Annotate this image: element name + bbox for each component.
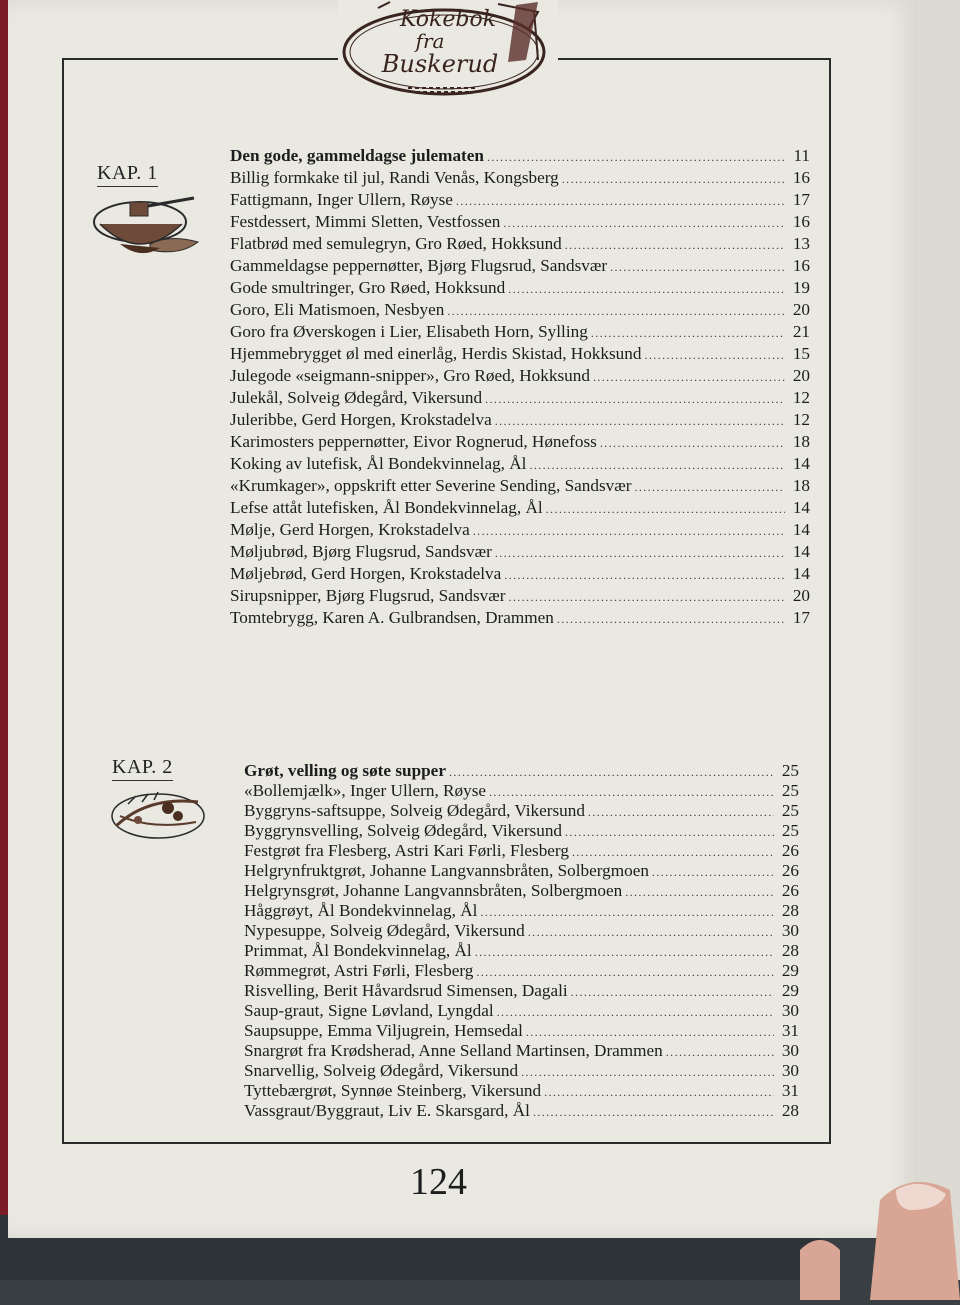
toc-entry-title: Sirupsnipper, Bjørg Flugsrud, Sandsvær — [230, 586, 506, 605]
toc-entry-title: Fattigmann, Inger Ullern, Røyse — [230, 190, 453, 209]
leader-dots — [508, 586, 785, 608]
toc-page-number: 19 — [792, 278, 810, 297]
toc-entry-title: Rømmegrøt, Astri Førli, Flesberg — [244, 961, 474, 980]
toc-page-number: 16 — [792, 168, 810, 187]
toc-page-number: 16 — [792, 212, 810, 231]
toc-entry-title: Nypesuppe, Solveig Ødegård, Vikersund — [244, 921, 525, 940]
next-page-edge — [918, 0, 960, 1280]
toc-page-number: 30 — [781, 1041, 799, 1060]
toc-page-number: 25 — [781, 801, 799, 820]
toc-entry-title: Snargrøt fra Krødsherad, Anne Selland Martinsen, Drammen — [244, 1041, 663, 1060]
toc-page-number: 14 — [792, 542, 810, 561]
leader-dots — [593, 366, 785, 388]
toc-entry-title: Møljubrød, Bjørg Flugsrud, Sandsvær — [230, 542, 492, 561]
leader-dots — [544, 1082, 774, 1102]
toc-entry-title: Gammeldagse peppernøtter, Bjørg Flugsrud, Sandsvær — [230, 256, 608, 275]
toc-page-number: 11 — [793, 146, 810, 165]
toc-page-number: 20 — [792, 366, 810, 385]
toc-entry-row[interactable] — [230, 453, 810, 475]
leader-dots — [508, 278, 785, 300]
toc-entry-title: Helgrynsgrøt, Johanne Langvannsbråten, Solbergmoen — [244, 881, 623, 900]
toc-entry-row[interactable] — [230, 475, 810, 497]
leader-dots — [473, 520, 785, 542]
toc-entry-row[interactable] — [230, 563, 810, 585]
toc-page-number: 28 — [781, 941, 799, 960]
leader-dots — [497, 1002, 774, 1022]
toc-entry-title: Møljebrød, Gerd Horgen, Krokstadelva — [230, 564, 502, 583]
leader-dots — [644, 344, 785, 366]
leader-dots — [528, 922, 774, 942]
toc-entry-title: Håggrøyt, Ål Bondekvinnelag, Ål — [244, 901, 478, 920]
toc-entry-title: «Bollemjælk», Inger Ullern, Røyse — [244, 781, 487, 800]
toc-chapter-1 — [230, 145, 810, 629]
toc-entry-title: Festdessert, Mimmi Sletten, Vestfossen — [230, 212, 501, 231]
leader-dots — [447, 300, 785, 322]
grain-and-berries-icon — [108, 786, 208, 849]
leader-dots — [487, 146, 785, 168]
toc-entry-row[interactable] — [244, 841, 799, 861]
toc-entry-row[interactable] — [244, 981, 799, 1001]
toc-heading-row[interactable] — [230, 145, 810, 167]
toc-page-number: 26 — [781, 881, 799, 900]
toc-entry-row[interactable] — [244, 861, 799, 881]
toc-entry-row[interactable] — [230, 607, 810, 629]
leader-dots — [571, 982, 774, 1002]
toc-heading-row[interactable] — [244, 761, 799, 781]
toc-entry-row[interactable] — [230, 189, 810, 211]
leader-dots — [485, 388, 785, 410]
toc-entry-title: Byggryns-saftsuppe, Solveig Ødegård, Vikersund — [244, 801, 585, 820]
toc-page-number: 14 — [792, 454, 810, 473]
toc-page-number: 14 — [792, 498, 810, 517]
toc-page-number: 17 — [792, 190, 810, 209]
toc-page-number: 15 — [792, 344, 810, 363]
toc-page-number: 20 — [792, 586, 810, 605]
toc-entry-row[interactable] — [244, 961, 799, 981]
toc-entry-title: Julegode «seigmann-snipper», Gro Røed, Hokksund — [230, 366, 590, 385]
toc-entry-title: Hjemmebrygget øl med einerlåg, Herdis Skistad, Hokksund — [230, 344, 642, 363]
toc-entry-row[interactable] — [230, 541, 810, 563]
toc-heading-title: Den gode, gammeldagse julematen — [230, 146, 484, 165]
toc-entry-title: Goro, Eli Matismoen, Nesbyen — [230, 300, 445, 319]
toc-entry-row[interactable] — [244, 1021, 799, 1041]
toc-entry-row[interactable] — [244, 1001, 799, 1021]
toc-entry-row[interactable] — [244, 1061, 799, 1081]
toc-page-number: 30 — [781, 1001, 799, 1020]
toc-entry-title: Primmat, Ål Bondekvinnelag, Ål — [244, 941, 472, 960]
leader-dots — [475, 942, 774, 962]
chapter-1-label: KAP. 1 — [97, 162, 158, 187]
leader-dots — [562, 168, 785, 190]
toc-entry-title: Koking av lutefisk, Ål Bondekvinnelag, Ål — [230, 454, 527, 473]
toc-entry-row[interactable] — [244, 781, 799, 801]
toc-entry-title: Gode smultringer, Gro Røed, Hokksund — [230, 278, 506, 297]
leader-dots — [456, 190, 785, 212]
toc-entry-row[interactable] — [230, 431, 810, 453]
toc-page-number: 25 — [781, 781, 799, 800]
toc-entry-row[interactable] — [230, 321, 810, 343]
leader-dots — [546, 498, 785, 520]
svg-text:fra: fra — [415, 29, 445, 53]
toc-chapter-2 — [244, 761, 799, 1121]
leader-dots — [591, 322, 785, 344]
toc-entry-row[interactable] — [230, 365, 810, 387]
leader-dots — [489, 782, 774, 802]
toc-entry-title: Karimosters peppernøtter, Eivor Rognerud, Hønefoss — [230, 432, 597, 451]
toc-page-number: 14 — [792, 564, 810, 583]
toc-page-number: 25 — [781, 821, 799, 840]
leader-dots — [625, 882, 774, 902]
svg-text:Buskerud: Buskerud — [381, 50, 499, 78]
leader-dots — [588, 802, 774, 822]
toc-entry-title: Tyttebærgrøt, Synnøe Steinberg, Vikersund — [244, 1081, 542, 1100]
book-logo-emblem-icon — [338, 0, 558, 100]
toc-page-number: 13 — [792, 234, 810, 253]
toc-entry-row[interactable] — [244, 881, 799, 901]
toc-page-number: 31 — [781, 1081, 799, 1100]
leader-dots — [572, 842, 774, 862]
leader-dots — [565, 822, 774, 842]
book-logo — [338, 0, 558, 100]
leader-dots — [495, 542, 785, 564]
toc-entry-title: Festgrøt fra Flesberg, Astri Kari Førli, Flesberg — [244, 841, 569, 860]
leader-dots — [526, 1022, 774, 1042]
toc-page-number: 14 — [792, 520, 810, 539]
toc-entry-title: Tomtebrygg, Karen A. Gulbrandsen, Drammen — [230, 608, 554, 627]
leader-dots — [533, 1102, 774, 1122]
leader-dots — [634, 476, 785, 498]
toc-page-number: 16 — [792, 256, 810, 275]
leader-dots — [504, 564, 785, 586]
leader-dots — [521, 1062, 774, 1082]
toc-entry-row[interactable] — [230, 409, 810, 431]
toc-entry-title: Saup-graut, Signe Løvland, Lyngdal — [244, 1001, 494, 1020]
toc-entry-row[interactable] — [230, 585, 810, 607]
chapter-2-label: KAP. 2 — [112, 756, 173, 781]
bowl-with-ladle-icon — [90, 194, 210, 271]
toc-page-number: 28 — [781, 901, 799, 920]
leader-dots — [495, 410, 785, 432]
toc-entry-row[interactable] — [230, 299, 810, 321]
leader-dots — [480, 902, 774, 922]
toc-page-number: 21 — [792, 322, 810, 341]
toc-entry-title: Julekål, Solveig Ødegård, Vikersund — [230, 388, 483, 407]
toc-page-number: 28 — [781, 1101, 799, 1120]
toc-page-number: 25 — [781, 761, 799, 780]
toc-entry-row[interactable] — [244, 801, 799, 821]
toc-heading-title: Grøt, velling og søte supper — [244, 761, 446, 780]
toc-entry-title: Goro fra Øverskogen i Lier, Elisabeth Horn, Sylling — [230, 322, 588, 341]
toc-entry-row[interactable] — [244, 821, 799, 841]
toc-entry-title: Byggrynsvelling, Solveig Ødegård, Vikersund — [244, 821, 563, 840]
toc-page-number: 26 — [781, 861, 799, 880]
toc-entry-row[interactable] — [230, 497, 810, 519]
toc-entry-title: Flatbrød med semulegryn, Gro Røed, Hokksund — [230, 234, 562, 253]
toc-entry-title: Saupsuppe, Emma Viljugrein, Hemsedal — [244, 1021, 523, 1040]
leader-dots — [503, 212, 785, 234]
leader-dots — [449, 762, 774, 782]
toc-entry-row[interactable] — [230, 519, 810, 541]
toc-page-number: 17 — [792, 608, 810, 627]
toc-page-number: 29 — [781, 961, 799, 980]
toc-entry-row[interactable] — [244, 941, 799, 961]
toc-entry-title: Risvelling, Berit Håvardsrud Simensen, Dagali — [244, 981, 568, 1000]
leader-dots — [529, 454, 785, 476]
toc-entry-title: Snarvellig, Solveig Ødegård, Vikersund — [244, 1061, 519, 1080]
toc-entry-row[interactable] — [230, 211, 810, 233]
toc-page-number: 29 — [781, 981, 799, 1000]
page-number: 124 — [410, 1161, 467, 1203]
leader-dots — [610, 256, 785, 278]
toc-page-number: 12 — [792, 388, 810, 407]
toc-entry-title: Lefse attåt lutefisken, Ål Bondekvinnelag, Ål — [230, 498, 543, 517]
leader-dots — [476, 962, 774, 982]
toc-page-number: 30 — [781, 921, 799, 940]
toc-entry-title: Billig formkake til jul, Randi Venås, Kongsberg — [230, 168, 559, 187]
leader-dots — [600, 432, 785, 454]
toc-entry-row[interactable] — [244, 1101, 799, 1121]
toc-entry-row[interactable] — [244, 1041, 799, 1061]
toc-page-number: 18 — [792, 432, 810, 451]
toc-page-number: 12 — [792, 410, 810, 429]
toc-page-number: 31 — [781, 1021, 799, 1040]
toc-page-number: 18 — [792, 476, 810, 495]
toc-page-number: 20 — [792, 300, 810, 319]
leader-dots — [652, 862, 774, 882]
toc-entry-title: Vassgraut/Byggraut, Liv E. Skarsgard, Ål — [244, 1101, 530, 1120]
leader-dots — [565, 234, 785, 256]
toc-entry-row[interactable] — [230, 343, 810, 365]
toc-entry-row[interactable] — [230, 277, 810, 299]
toc-page-number: 26 — [781, 841, 799, 860]
toc-entry-row[interactable] — [244, 901, 799, 921]
toc-entry-row[interactable] — [230, 233, 810, 255]
leader-dots — [666, 1042, 774, 1062]
toc-entry-row[interactable] — [244, 1081, 799, 1101]
leader-dots — [557, 608, 785, 630]
svg-text:Kokebok: Kokebok — [399, 7, 497, 32]
toc-entry-title: Helgrynfruktgrøt, Johanne Langvannsbråten, Solbergmoen — [244, 861, 649, 880]
toc-entry-row[interactable] — [230, 387, 810, 409]
toc-entry-row[interactable] — [230, 167, 810, 189]
toc-page-number: 30 — [781, 1061, 799, 1080]
toc-entry-title: Mølje, Gerd Horgen, Krokstadelva — [230, 520, 470, 539]
thumb-holding-page — [800, 1170, 960, 1300]
toc-entry-title: «Krumkager», oppskrift etter Severine Sending, Sandsvær — [230, 476, 632, 495]
toc-entry-row[interactable] — [230, 255, 810, 277]
toc-entry-row[interactable] — [244, 921, 799, 941]
toc-entry-title: Juleribbe, Gerd Horgen, Krokstadelva — [230, 410, 492, 429]
